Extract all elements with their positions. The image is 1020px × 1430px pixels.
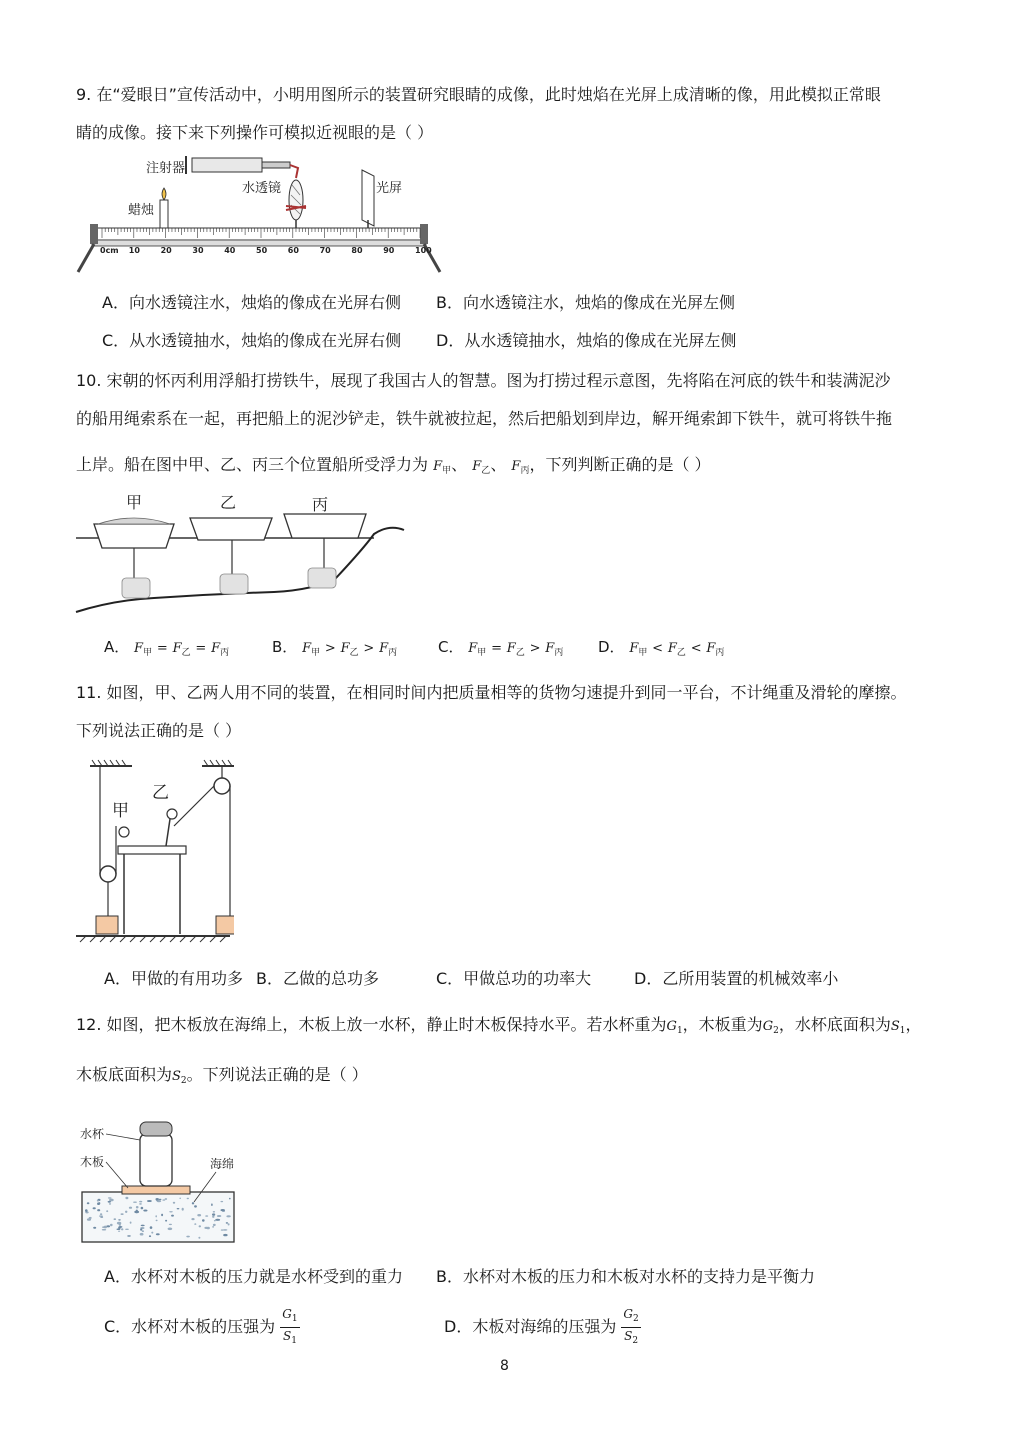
sponge-dot bbox=[149, 1235, 151, 1237]
sponge-dot bbox=[114, 1219, 117, 1220]
ruler-labels bbox=[129, 246, 432, 255]
sponge-dot bbox=[139, 1201, 142, 1203]
sponge-dot bbox=[130, 1222, 132, 1224]
sponge-dot bbox=[226, 1215, 230, 1217]
sponge-dot bbox=[99, 1202, 101, 1204]
sponge-dot bbox=[187, 1198, 189, 1199]
sponge-dot bbox=[125, 1197, 128, 1199]
sponge-dot bbox=[134, 1211, 139, 1214]
board-label: 木板 bbox=[80, 1155, 105, 1169]
q11-stem-line2: 下列说法正确的是（ ） bbox=[76, 721, 242, 740]
sponge-dot bbox=[93, 1227, 96, 1229]
q11-option-b[interactable]: B．乙做的总功多 bbox=[256, 969, 379, 988]
sponge-dot bbox=[147, 1200, 152, 1202]
q10-option-a[interactable]: A． $F_甲 = F_乙 = F_丙$ bbox=[104, 638, 230, 658]
q11-option-c[interactable]: C．甲做总功的功率大 bbox=[436, 969, 592, 988]
sponge-dot bbox=[212, 1226, 214, 1228]
sponge-dot bbox=[162, 1199, 165, 1200]
sponge-dot bbox=[106, 1210, 108, 1212]
sponge-dot bbox=[89, 1217, 92, 1219]
q9-option-b[interactable]: B．向水透镜注水，烛焰的像成在光屏左侧 bbox=[436, 293, 735, 312]
sponge-dot bbox=[139, 1203, 142, 1205]
sponge-dot bbox=[99, 1215, 103, 1216]
sponge-dot bbox=[165, 1220, 167, 1222]
q10-boat-figure bbox=[74, 488, 414, 616]
sponge-dot bbox=[161, 1214, 163, 1217]
sponge-dot bbox=[168, 1228, 173, 1231]
sponge-dot bbox=[194, 1205, 197, 1207]
sponge-dot bbox=[150, 1226, 153, 1229]
sponge-dot bbox=[177, 1208, 180, 1209]
sponge-dot bbox=[119, 1226, 123, 1228]
sponge-dot bbox=[156, 1233, 160, 1235]
q12-sponge-figure bbox=[76, 1110, 256, 1246]
sponge-label: 海绵 bbox=[210, 1157, 235, 1171]
sponge-dot bbox=[110, 1224, 113, 1226]
sponge-dot bbox=[215, 1219, 220, 1221]
sponge-dot bbox=[140, 1228, 142, 1230]
sponge-dot bbox=[213, 1211, 215, 1213]
sponge-dot bbox=[155, 1215, 157, 1217]
ruler-tick-label: 90 bbox=[383, 246, 395, 255]
sponge-dot bbox=[228, 1223, 230, 1225]
q12-stem-line2: 木板底面积为$S_2$。下列说法正确的是（ ） bbox=[76, 1065, 368, 1086]
sponge-dot bbox=[87, 1202, 90, 1204]
sponge-dot bbox=[192, 1202, 194, 1204]
q9-optical-bench-figure bbox=[74, 150, 454, 276]
ruler-tick-label: 30 bbox=[192, 246, 204, 255]
q10-option-c[interactable]: C． $F_甲 = F_乙 > F_丙$ bbox=[438, 638, 564, 658]
sponge-dot bbox=[173, 1202, 175, 1204]
sponge-dot bbox=[214, 1220, 216, 1221]
sponge-dot bbox=[97, 1209, 100, 1211]
sponge-dot bbox=[182, 1208, 184, 1211]
sponge-dot bbox=[129, 1207, 132, 1209]
sponge-dot bbox=[165, 1198, 168, 1200]
sponge-dot bbox=[179, 1198, 181, 1199]
sponge-dot bbox=[220, 1201, 223, 1202]
sponge-dot bbox=[136, 1206, 139, 1208]
sponge-dot bbox=[205, 1215, 208, 1217]
sponge-dot bbox=[212, 1216, 214, 1218]
sponge-dot bbox=[109, 1203, 111, 1205]
q12-option-d[interactable]: D．木板对海绵的压强为 $\frac{G_2}{S_2}$ bbox=[444, 1306, 641, 1349]
person-jia-label: 甲 bbox=[112, 801, 129, 821]
q12-option-b[interactable]: B．水杯对木板的压力和木板对水杯的支持力是平衡力 bbox=[436, 1267, 815, 1286]
sponge-dot bbox=[202, 1219, 205, 1221]
q12-stem-line1: 12. 如图，把木板放在海绵上，木板上放一水杯，静止时木板保持水平。若水杯重为$G_1$，木板重为$G_2$，水杯底面积为$S_1$， bbox=[76, 1015, 922, 1036]
sponge-dot bbox=[226, 1222, 228, 1224]
sponge-dot bbox=[127, 1235, 131, 1236]
sponge-dot bbox=[171, 1215, 174, 1217]
sponge-dot bbox=[194, 1223, 196, 1225]
ruler-tick-label: 60 bbox=[287, 246, 299, 255]
sponge-dot bbox=[93, 1207, 96, 1209]
q10-stem-line3: 上岸。船在图中甲、乙、丙三个位置船所受浮力为 $F_甲$、 $F_乙$、 $F_丙$，下列判断正确的是（ ） bbox=[76, 455, 711, 476]
sponge-dot bbox=[211, 1203, 213, 1206]
candle-label: 蜡烛 bbox=[128, 203, 155, 218]
q9-option-c[interactable]: C．从水透镜抽水，烛焰的像成在光屏右侧 bbox=[102, 331, 402, 350]
screen-label: 光屏 bbox=[376, 181, 403, 196]
sponge-dot bbox=[141, 1225, 145, 1227]
fraction-g2-s2: $\frac{G_2}{S_2}$ bbox=[623, 1307, 639, 1346]
ruler-unit: 0cm bbox=[100, 246, 119, 255]
sponge-dot bbox=[229, 1198, 231, 1200]
q12-option-c[interactable]: C．水杯对木板的压强为 $\frac{G_1}{S_1}$ bbox=[104, 1306, 300, 1349]
q10-stem-line1: 10. 宋朝的怀丙利用浮船打捞铁牛，展现了我国古人的智慧。图为打捞过程示意图，先将陷在河底的铁牛和装满泥沙 bbox=[76, 371, 891, 390]
sponge-dot bbox=[141, 1207, 144, 1210]
sponge-dot bbox=[140, 1233, 144, 1236]
sponge-dot bbox=[108, 1197, 112, 1198]
sponge-dot bbox=[117, 1222, 121, 1225]
syringe-label: 注射器 bbox=[146, 161, 186, 176]
q11-option-d[interactable]: D．乙所用装置的机械效率小 bbox=[634, 969, 839, 988]
ruler-tick-label: 20 bbox=[160, 246, 172, 255]
q11-stem-line1: 11. 如图，甲、乙两人用不同的装置，在相同时间内把质量相等的货物匀速提升到同一平台，不计绳重及滑轮的摩擦。 bbox=[76, 683, 907, 702]
sponge-dot bbox=[100, 1213, 102, 1215]
sponge-dot bbox=[156, 1220, 158, 1222]
sponge-dot bbox=[223, 1234, 227, 1236]
page-number: 8 bbox=[500, 1358, 509, 1374]
q10-option-d[interactable]: D． $F_甲 < F_乙 < F_丙$ bbox=[598, 638, 725, 658]
ruler-tick-label: 100 bbox=[415, 246, 432, 255]
sponge-dot bbox=[223, 1229, 228, 1231]
boat-yi-label: 乙 bbox=[220, 493, 237, 512]
sponge-dot bbox=[117, 1228, 121, 1230]
sponge-dot bbox=[151, 1232, 153, 1234]
sponge-dot bbox=[169, 1224, 172, 1225]
q9-stem-line2: 睛的成像。接下来下列操作可模拟近视眼的是（ ） bbox=[76, 123, 434, 142]
ruler-tick-label: 50 bbox=[256, 246, 268, 255]
q10-option-b[interactable]: B． $F_甲 > F_乙 > F_丙$ bbox=[272, 638, 398, 658]
sponge-dot bbox=[212, 1213, 215, 1215]
sponge-dot bbox=[118, 1219, 121, 1220]
sponge-dot bbox=[125, 1229, 129, 1230]
boat-jia-label: 甲 bbox=[126, 493, 143, 512]
q9-stem-line1: 9. 在“爱眼日”宣传活动中，小明用图所示的装置研究眼睛的成像，此时烛焰在光屏上成清晰的像，用此模拟正常眼 bbox=[76, 85, 881, 104]
sponge-dot bbox=[186, 1236, 190, 1238]
q9-option-a[interactable]: A．向水透镜注水，烛焰的像成在光屏右侧 bbox=[102, 293, 401, 312]
ruler-tick-label: 10 bbox=[128, 246, 140, 255]
sponge-dot bbox=[104, 1226, 107, 1229]
sponge-dot bbox=[159, 1199, 162, 1200]
sponge-dot bbox=[133, 1202, 137, 1203]
sponge-dot bbox=[191, 1218, 194, 1220]
ruler-tick-label: 70 bbox=[319, 246, 331, 255]
sponge-dot bbox=[204, 1227, 208, 1229]
sponge-dot bbox=[121, 1213, 124, 1215]
sponge-dot bbox=[217, 1215, 221, 1217]
sponge-dot bbox=[143, 1210, 147, 1212]
sponge-dot bbox=[199, 1225, 201, 1227]
ruler-tick-label: 40 bbox=[224, 246, 236, 255]
q10-stem-line2: 的船用绳索系在一起，再把船上的泥沙铲走，铁牛就被拉起，然后把船划到岸边，解开绳索卸下铁牛，就可将铁牛拖 bbox=[76, 409, 893, 428]
sponge-dot bbox=[121, 1228, 123, 1230]
sponge-dot bbox=[125, 1211, 127, 1213]
person-yi-label: 乙 bbox=[152, 783, 169, 803]
water-lens-label: 水透镜 bbox=[242, 181, 282, 196]
sponge-dot bbox=[221, 1209, 225, 1211]
sponge-dot bbox=[85, 1209, 88, 1212]
sponge-dot bbox=[142, 1230, 144, 1232]
ruler-tick-label: 80 bbox=[351, 246, 363, 255]
sponge-dot bbox=[118, 1231, 120, 1232]
sponge-dot bbox=[102, 1229, 106, 1231]
q9-option-d[interactable]: D．从水透镜抽水，烛焰的像成在光屏左侧 bbox=[436, 331, 737, 350]
sponge-dot bbox=[197, 1214, 201, 1216]
sponge-dot bbox=[213, 1224, 216, 1226]
q11-option-a[interactable]: A．甲做的有用功多 bbox=[104, 969, 243, 988]
sponge-dot bbox=[108, 1201, 111, 1203]
fraction-g1-s1: $\frac{G_1}{S_1}$ bbox=[282, 1307, 298, 1346]
cup-label: 水杯 bbox=[80, 1127, 105, 1141]
sponge-dot bbox=[169, 1211, 173, 1212]
q12-option-a[interactable]: A．水杯对木板的压力就是水杯受到的重力 bbox=[104, 1267, 403, 1286]
boat-bing-label: 丙 bbox=[312, 495, 329, 514]
sponge-dot bbox=[198, 1237, 200, 1239]
sponge-dot bbox=[97, 1200, 99, 1202]
q11-pulley-figure bbox=[74, 756, 234, 944]
sponge-dot bbox=[156, 1198, 159, 1200]
